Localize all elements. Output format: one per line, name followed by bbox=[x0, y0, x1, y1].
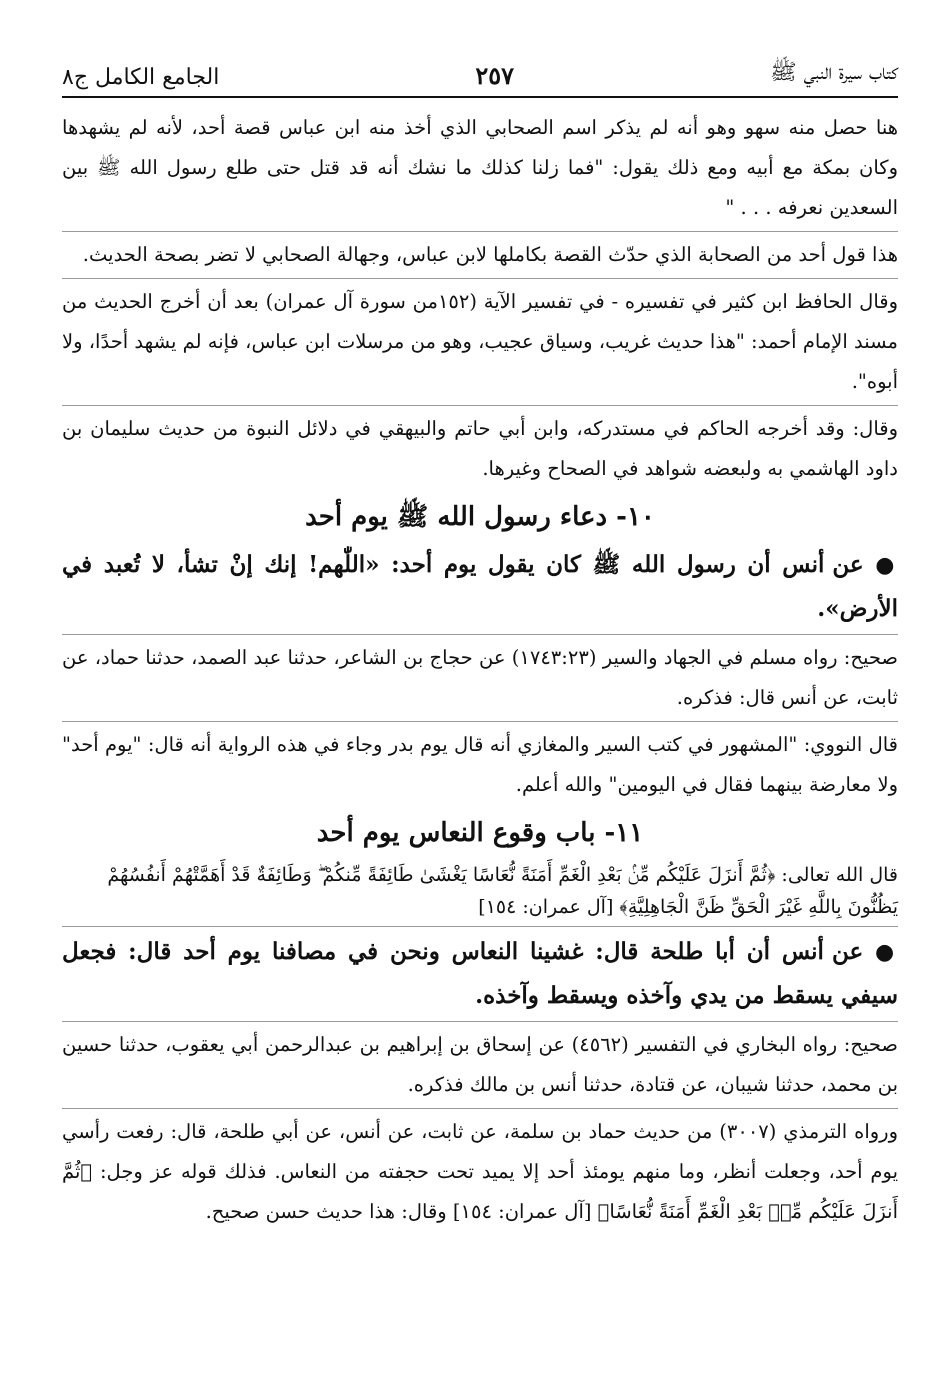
paragraph-8: ورواه الترمذي (٣٠٠٧) من حديث حماد بن سلمة، عن ثابت، عن أنس، عن أبي طلحة، قال: رفعت رأسي يوم أحد، وجعلت أنظر، وما منهم يومئذ أحد إلا يميد تحت حجفته من النعاس. فذلك قوله عز وجل: ﴿ثُمَّ أَنزَلَ عَلَيْكُم مِّنۢ بَعْدِ الْغَمِّ أَمَنَةً نُّعَاسًا﴾ [آل عمران: ١٥٤] وقال: هذا حديث حسن صحيح. bbox=[62, 1120, 898, 1223]
page-number: ٢٥٧ bbox=[475, 61, 515, 90]
bullet-icon: ● bbox=[875, 939, 898, 965]
quran-verse: قال الله تعالى: ﴿ثُمَّ أَنزَلَ عَلَيْكُم مِّنۢ بَعْدِ الْغَمِّ أَمَنَةً نُّعَاسًا يَغْشَىٰ طَائِفَةً مِّنكُمْ ۖ وَطَائِفَةٌ قَدْ أَهَمَّتْهُمْ أَنفُسُهُمْ يَظُنُّونَ بِاللَّهِ غَيْرَ الْحَقِّ ظَنَّ الْجَاهِلِيَّةِ﴾ [آل عمران: ١٥٤] bbox=[107, 864, 898, 918]
page-header bbox=[62, 48, 898, 90]
section-heading-11: ١١- باب وقوع النعاس يوم أحد bbox=[316, 818, 644, 848]
paragraph-6: قال النووي: "المشهور في كتب السير والمغازي أنه قال يوم بدر وجاء في هذه الرواية أنه قال: "يوم أحد" ولا معارضة بينهما فقال في اليومين" والله أعلم. bbox=[62, 733, 898, 796]
hadith-11 bbox=[62, 930, 898, 1018]
paragraph-7: صحيح: رواه البخاري في التفسير (٤٥٦٢) عن إسحاق بن إبراهيم بن عبدالرحمن أبي يعقوب، حدثنا حسين بن محمد، حدثنا شيبان، عن قتادة، حدثنا أنس بن مالك فذكره. bbox=[62, 1033, 898, 1096]
paragraph-1: هنا حصل منه سهو وهو أنه لم يذكر اسم الصحابي الذي أخذ منه ابن عباس قصة أحد، لأنه لم يشهدها وكان بمكة مع أبيه ومع ذلك يقول: "فما زلنا كذلك ما نشك أنه قد قتل حتى طلع رسول الله ﷺ بين السعدين نعرفه . . . " bbox=[62, 116, 898, 219]
divider bbox=[62, 405, 898, 406]
divider bbox=[62, 1021, 898, 1022]
paragraph-3: وقال الحافظ ابن كثير في تفسيره - في تفسير الآية (١٥٢من سورة آل عمران) بعد أن أخرج الحديث من مسند الإمام أحمد: "هذا حديث غريب، وسياق عجيب، وهو من مرسلات ابن عباس، فإنه لم يشهد أحدًا، ولا أبوه". bbox=[62, 290, 899, 393]
header-book-title: الجامع الكامل ج٨ bbox=[62, 65, 220, 90]
hadith-10-text: عن أنس أن رسول الله ﷺ كان يقول يوم أحد: «اللّٰهم! إنك إنْ تشأ، لا تُعبد في الأرض». bbox=[62, 551, 898, 622]
book-page bbox=[62, 48, 898, 1232]
paragraph-2: هذا قول أحد من الصحابة الذي حدّث القصة بكاملها لابن عباس، وجهالة الصحابي لا تضر بصحة الحديث. bbox=[82, 243, 898, 266]
hadith-11-text: عن أنس أن أبا طلحة قال: غشينا النعاس ونحن في مصافنا يوم أحد قال: فجعل سيفي يسقط من يدي وآخذه ويسقط وآخذه. bbox=[62, 938, 898, 1009]
hadith-10 bbox=[62, 543, 898, 631]
divider bbox=[62, 278, 898, 279]
divider bbox=[62, 721, 898, 722]
paragraph-5: صحيح: رواه مسلم في الجهاد والسير (١٧٤٣:٢٣) عن حجاج بن الشاعر، حدثنا عبد الصمد، حدثنا حماد، عن ثابت، عن أنس قال: فذكره. bbox=[62, 646, 898, 709]
divider bbox=[62, 231, 898, 232]
divider bbox=[62, 634, 898, 635]
section-heading-10: ١٠- دعاء رسول الله ﷺ يوم أحد bbox=[305, 502, 655, 532]
divider bbox=[62, 926, 898, 927]
divider bbox=[62, 1108, 898, 1109]
header-chapter-title: كتاب سيرة النبي ﷺ bbox=[770, 60, 898, 85]
paragraph-4: وقال: وقد أخرجه الحاكم في مستدركه، وابن أبي حاتم والبيهقي في دلائل النبوة من حديث سليمان بن داود الهاشمي به ولبعضه شواهد في الصحاح وغيرها. bbox=[62, 417, 898, 480]
bullet-icon: ● bbox=[875, 552, 898, 578]
header-rule bbox=[62, 96, 898, 98]
